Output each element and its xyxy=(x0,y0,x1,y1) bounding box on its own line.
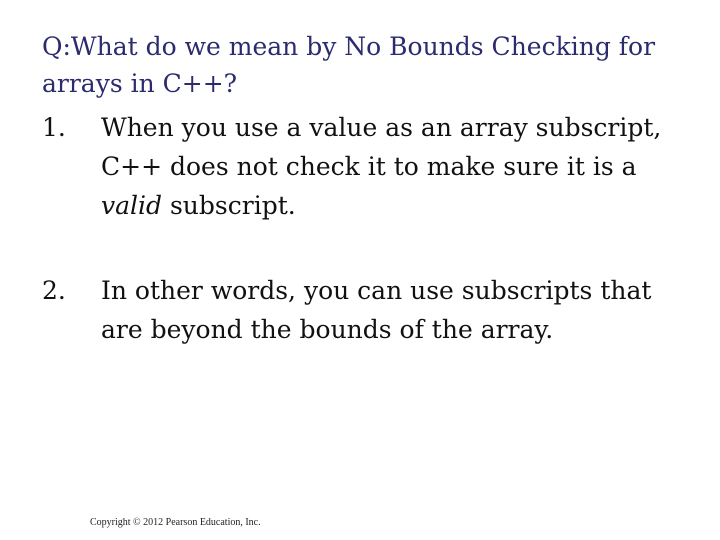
list-item-1-text-before: When you use a value as an array subscript, C++ does not check it to make sure it is a xyxy=(101,113,662,181)
list-item-1 xyxy=(42,108,692,225)
valid-emphasis: valid xyxy=(101,191,163,220)
list-item-2-number: 2. xyxy=(42,276,66,305)
copyright-notice: Copyright © 2012 Pearson Education, Inc. xyxy=(90,517,261,528)
list-item-1-text-after: subscript. xyxy=(162,191,296,220)
list-item-2-text: In other words, you can use subscripts that are beyond the bounds of the array. xyxy=(101,276,652,344)
list-item-1-number: 1. xyxy=(42,113,66,142)
list-item-2 xyxy=(42,271,692,349)
question-heading: Q:What do we mean by No Bounds Checking for arrays in C++? xyxy=(42,32,656,98)
list-item-1-text xyxy=(101,108,681,225)
